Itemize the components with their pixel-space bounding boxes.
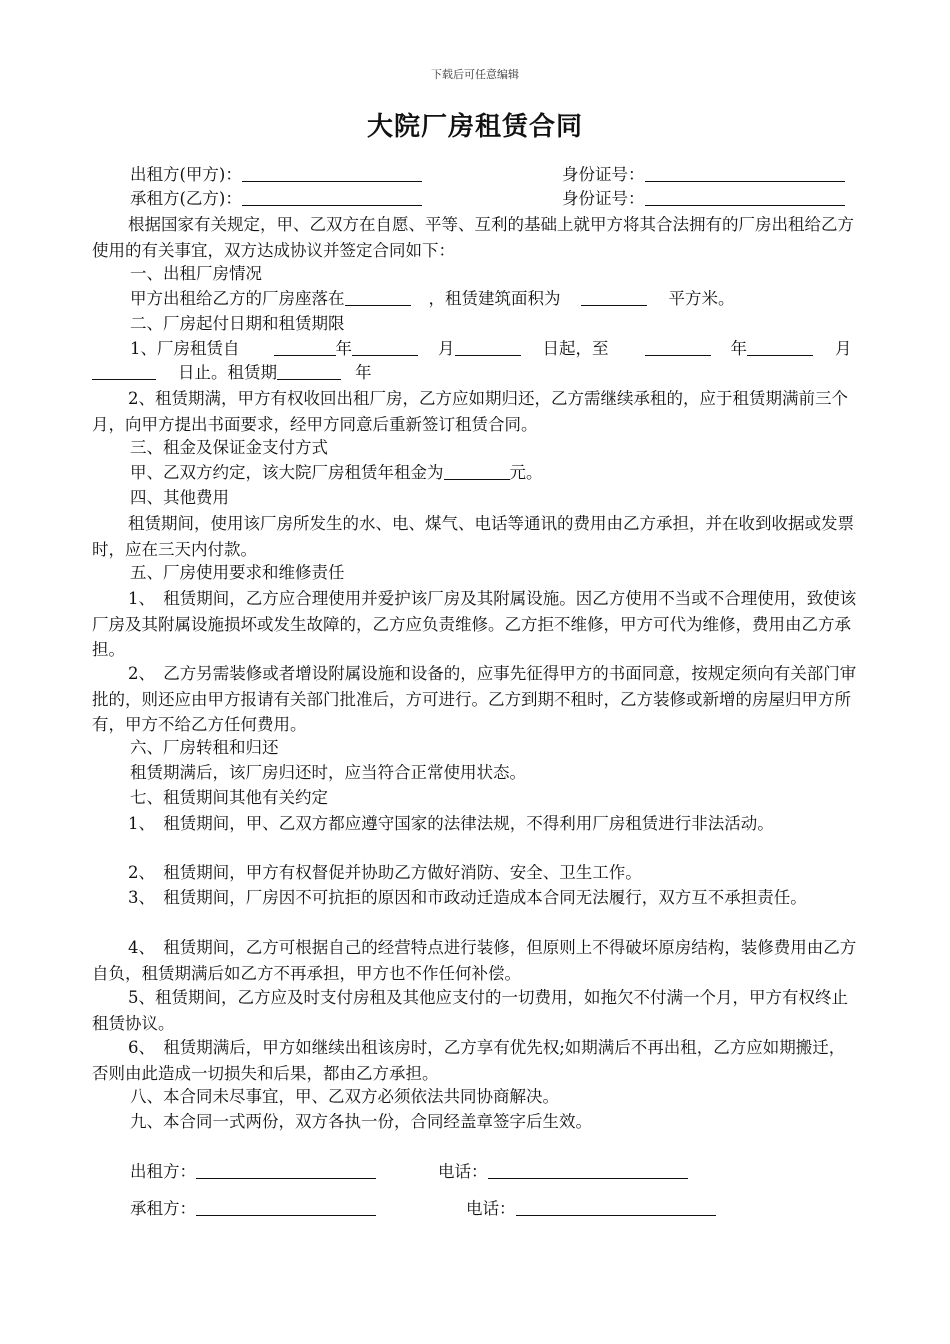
section-3-heading: 三、租金及保证金支付方式 (130, 438, 328, 457)
section-7-paragraph-4: 4、 租赁期间，乙方可根据自己的经营特点进行装修，但原则上不得破坏原房结构，装修费用由乙方自负，租赁期满后如乙方不再承担，甲方也不作任何补偿。 (92, 938, 857, 983)
lessee-phone-blank[interactable] (516, 1199, 716, 1216)
section-6-paragraph: 租赁期满后，该厂房归还时，应当符合正常使用状态。 (130, 763, 526, 782)
rent-label: 甲、乙双方约定，该大院厂房租赁年租金为 (130, 463, 444, 482)
lessee-phone-line (466, 1197, 716, 1221)
end-day-blank[interactable] (92, 363, 156, 380)
lessee-id-label: 身份证号： (562, 189, 645, 208)
rent-line (130, 461, 543, 485)
section-8-heading: 八、本合同未尽事宜，甲、乙双方必须依法共同协商解决。 (130, 1087, 559, 1106)
section-6-heading: 六、厂房转租和归还 (130, 738, 279, 757)
section-4-heading: 四、其他费用 (130, 488, 229, 507)
area-blank[interactable] (581, 289, 647, 306)
section-5-heading: 五、厂房使用要求和维修责任 (130, 563, 345, 582)
lessor-id-line (562, 163, 845, 187)
end-month-blank[interactable] (747, 339, 813, 356)
location-label: 甲方出租给乙方的厂房座落在 (130, 289, 345, 308)
day-to-label: 日止。租赁期 (178, 363, 277, 382)
lessor-signature-line (130, 1160, 376, 1184)
lessee-line (130, 187, 422, 211)
section-2-heading: 二、厂房起付日期和租赁期限 (130, 314, 345, 333)
area-label: ，租赁建筑面积为 (428, 289, 561, 308)
area-unit: 平方米。 (668, 289, 735, 308)
start-year-blank[interactable] (274, 339, 336, 356)
lessee-id-blank[interactable] (645, 189, 845, 206)
lease-from-label: 1、厂房租赁自 (130, 339, 240, 358)
lessor-phone-line (438, 1160, 688, 1184)
section-7-paragraph-3: 3、 租赁期间，厂房因不可抗拒的原因和市政动迁造成本合同无法履行，双方互不承担责任。 (128, 888, 807, 907)
lessee-signature-blank[interactable] (196, 1199, 376, 1216)
end-year-blank[interactable] (645, 339, 711, 356)
year-label: 年 (335, 339, 352, 358)
rent-unit: 元。 (509, 463, 543, 482)
lessee-signature-line (130, 1197, 376, 1221)
start-day-blank[interactable] (455, 339, 521, 356)
lessor-label: 出租方(甲方)： (130, 165, 242, 184)
section-7-heading: 七、租赁期间其他有关约定 (130, 788, 328, 807)
lessee-label: 承租方(乙方)： (130, 189, 242, 208)
lessor-signature-blank[interactable] (196, 1162, 376, 1179)
lessor-phone-label: 电话： (438, 1162, 488, 1181)
lease-period-line-2 (92, 361, 372, 385)
section-7-paragraph-6: 6、 租赁期满后，甲方如继续出租该房时，乙方享有优先权;如期满后不再出租，乙方应如期搬迁，否则由此造成一切损失和后果，都由乙方承担。 (92, 1038, 846, 1083)
section-1-heading: 一、出租厂房情况 (130, 264, 262, 283)
lessee-signature-label: 承租方： (130, 1199, 196, 1218)
lessor-name-blank[interactable] (242, 165, 422, 182)
location-blank[interactable] (345, 289, 411, 306)
lessee-name-blank[interactable] (242, 189, 422, 206)
lessor-line (130, 163, 422, 187)
section-1-line (130, 287, 735, 311)
section-9-heading: 九、本合同一式两份，双方各执一份，合同经盖章签字后生效。 (130, 1112, 592, 1131)
lease-period-line-1 (130, 337, 852, 361)
section-2-paragraph-2: 2、租赁期满，甲方有权收回出租厂房，乙方应如期归还，乙方需继续承租的，应于租赁期满前三个月，向甲方提出书面要求，经甲方同意后重新签订租赁合同。 (92, 389, 848, 434)
rent-blank[interactable] (444, 463, 510, 480)
lease-years-blank[interactable] (277, 363, 341, 380)
lessee-id-line (562, 187, 845, 211)
section-4-paragraph: 租赁期间，使用该厂房所发生的水、电、煤气、电话等通讯的费用由乙方承担，并在收到收据或发票时，应在三天内付款。 (92, 514, 854, 559)
lessee-phone-label: 电话： (466, 1199, 516, 1218)
document-title: 大院厂房租赁合同 (366, 112, 583, 142)
lessor-signature-label: 出租方： (130, 1162, 196, 1181)
lessor-id-label: 身份证号： (562, 165, 645, 184)
year-suffix: 年 (355, 363, 372, 382)
section-7-paragraph-5: 5、租赁期间，乙方应及时支付房租及其他应支付的一切费用，如拖欠不付满一个月，甲方有权终止租赁协议。 (92, 988, 848, 1033)
section-5-paragraph-1: 1、 租赁期间，乙方应合理使用并爱护该厂房及其附属设施。因乙方使用不当或不合理使用，致使该厂房及其附属设施损坏或发生故障的，乙方应负责维修。乙方拒不维修，甲方可代为维修，费用由乙方承担。 (92, 589, 857, 659)
lessor-id-blank[interactable] (645, 165, 845, 182)
header-note: 下载后可任意编辑 (431, 68, 519, 81)
section-5-paragraph-2: 2、 乙方另需装修或者增设附属设施和设备的，应事先征得甲方的书面同意，按规定须向有关部门审批的，则还应由甲方报请有关部门批准后，方可进行。乙方到期不租时，乙方装修或新增的房屋归甲方所有，甲方不给乙方任何费用。 (92, 664, 857, 734)
section-7-paragraph-2: 2、 租赁期间，甲方有权督促并协助乙方做好消防、安全、卫生工作。 (128, 863, 642, 882)
month-label: 月 (438, 339, 455, 358)
lessor-phone-blank[interactable] (488, 1162, 688, 1179)
start-month-blank[interactable] (352, 339, 418, 356)
intro-paragraph: 根据国家有关规定，甲、乙双方在自愿、平等、互利的基础上就甲方将其合法拥有的厂房出租给乙方使用的有关事宜，双方达成协议并签定合同如下： (92, 215, 854, 260)
month-label: 月 (835, 339, 852, 358)
day-from-label: 日起，至 (542, 339, 609, 358)
year-label: 年 (730, 339, 747, 358)
section-7-paragraph-1: 1、 租赁期间，甲、乙双方都应遵守国家的法律法规，不得利用厂房租赁进行非法活动。 (128, 814, 774, 833)
